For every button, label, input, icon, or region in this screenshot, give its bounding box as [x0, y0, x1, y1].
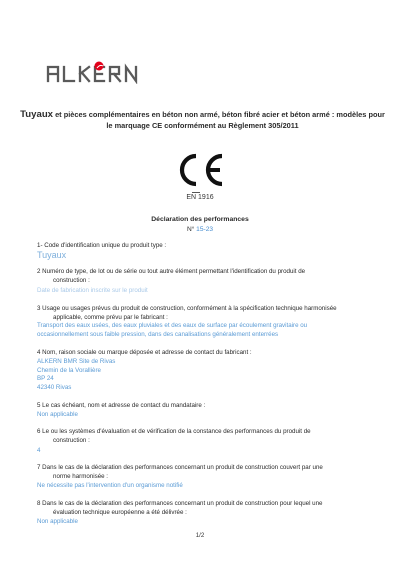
- ce-mark-icon: [172, 150, 228, 190]
- item-7-answer: Ne nécessite pas l'intervention d'un organisme notifié: [37, 482, 183, 489]
- item-4-label: 4 Nom, raison sociale ou marque déposée et adresse de contact du fabricant :: [37, 349, 252, 356]
- alkern-logo: [44, 60, 140, 84]
- document-title: [20, 109, 385, 131]
- item-1-label: 1- Code d'identification unique du produit type :: [37, 242, 167, 249]
- ce-underline: [192, 192, 200, 193]
- declaration-number: N° 15-23: [186, 226, 214, 233]
- manufacturer-line-2: Chemin de la Vorallière: [37, 366, 101, 374]
- item-5-answer: Non applicable: [37, 411, 78, 418]
- title-lead: Tuyaux: [20, 109, 54, 120]
- item-6-label: 6 Le ou les systèmes d'évaluation et de vérification de la constance des performances du produit de construction :: [37, 428, 311, 444]
- title-rest: et pièces complémentaires en béton non armé, béton fibré acier et béton armé : modèles pour le marquage CE conformément au Règlement 305/2011: [53, 110, 385, 130]
- item-1-answer: Tuyaux: [37, 250, 67, 260]
- item-7-label: 7 Dans le cas de la déclaration des performances concernant un produit de construction couvert par une norme harmonisée :: [37, 464, 323, 480]
- item-2-label: 2 Numéro de type, de lot ou de série ou tout autre élément permettant l'identification du produit de construction :: [37, 268, 306, 284]
- item-6-answer: 4: [37, 447, 41, 454]
- item-2-answer: Date de fabrication inscrite sur le produit: [37, 287, 148, 294]
- declaration-number-value: 15-23: [196, 226, 214, 233]
- item-8-label: 8 Dans le cas de la déclaration des performances concernant un produit de construction pour lequel une évaluation technique européenne a été délivrée :: [37, 500, 323, 516]
- manufacturer-line-1: ALKERN BMR Site de Rivas: [37, 358, 116, 365]
- manufacturer-line-4: 42340 Rivas: [37, 383, 72, 391]
- manufacturer-address: [37, 358, 367, 392]
- declaration-title: Déclaration des performances: [151, 216, 249, 223]
- item-3-label: 3 Usage ou usages prévus du produit de construction, conformément à la spécification technique harmonisée applicable, comme prévu par le fabricant :: [37, 305, 337, 321]
- item-8-answer: Non applicable: [37, 518, 78, 525]
- manufacturer-line-3: BP 24: [37, 375, 54, 383]
- item-5-label: 5 Le cas échéant, nom et adresse de contact du mandataire :: [37, 402, 206, 409]
- page-number: 1/2: [195, 532, 205, 539]
- harmonized-standard: EN 1916: [186, 194, 214, 201]
- item-3-answer: Transport des eaux usées, des eaux pluviales et des eaux de surface par écoulement gravitaire ou occasionnellement sous faible pression, dans des canalisations généralement enterrées: [37, 322, 308, 338]
